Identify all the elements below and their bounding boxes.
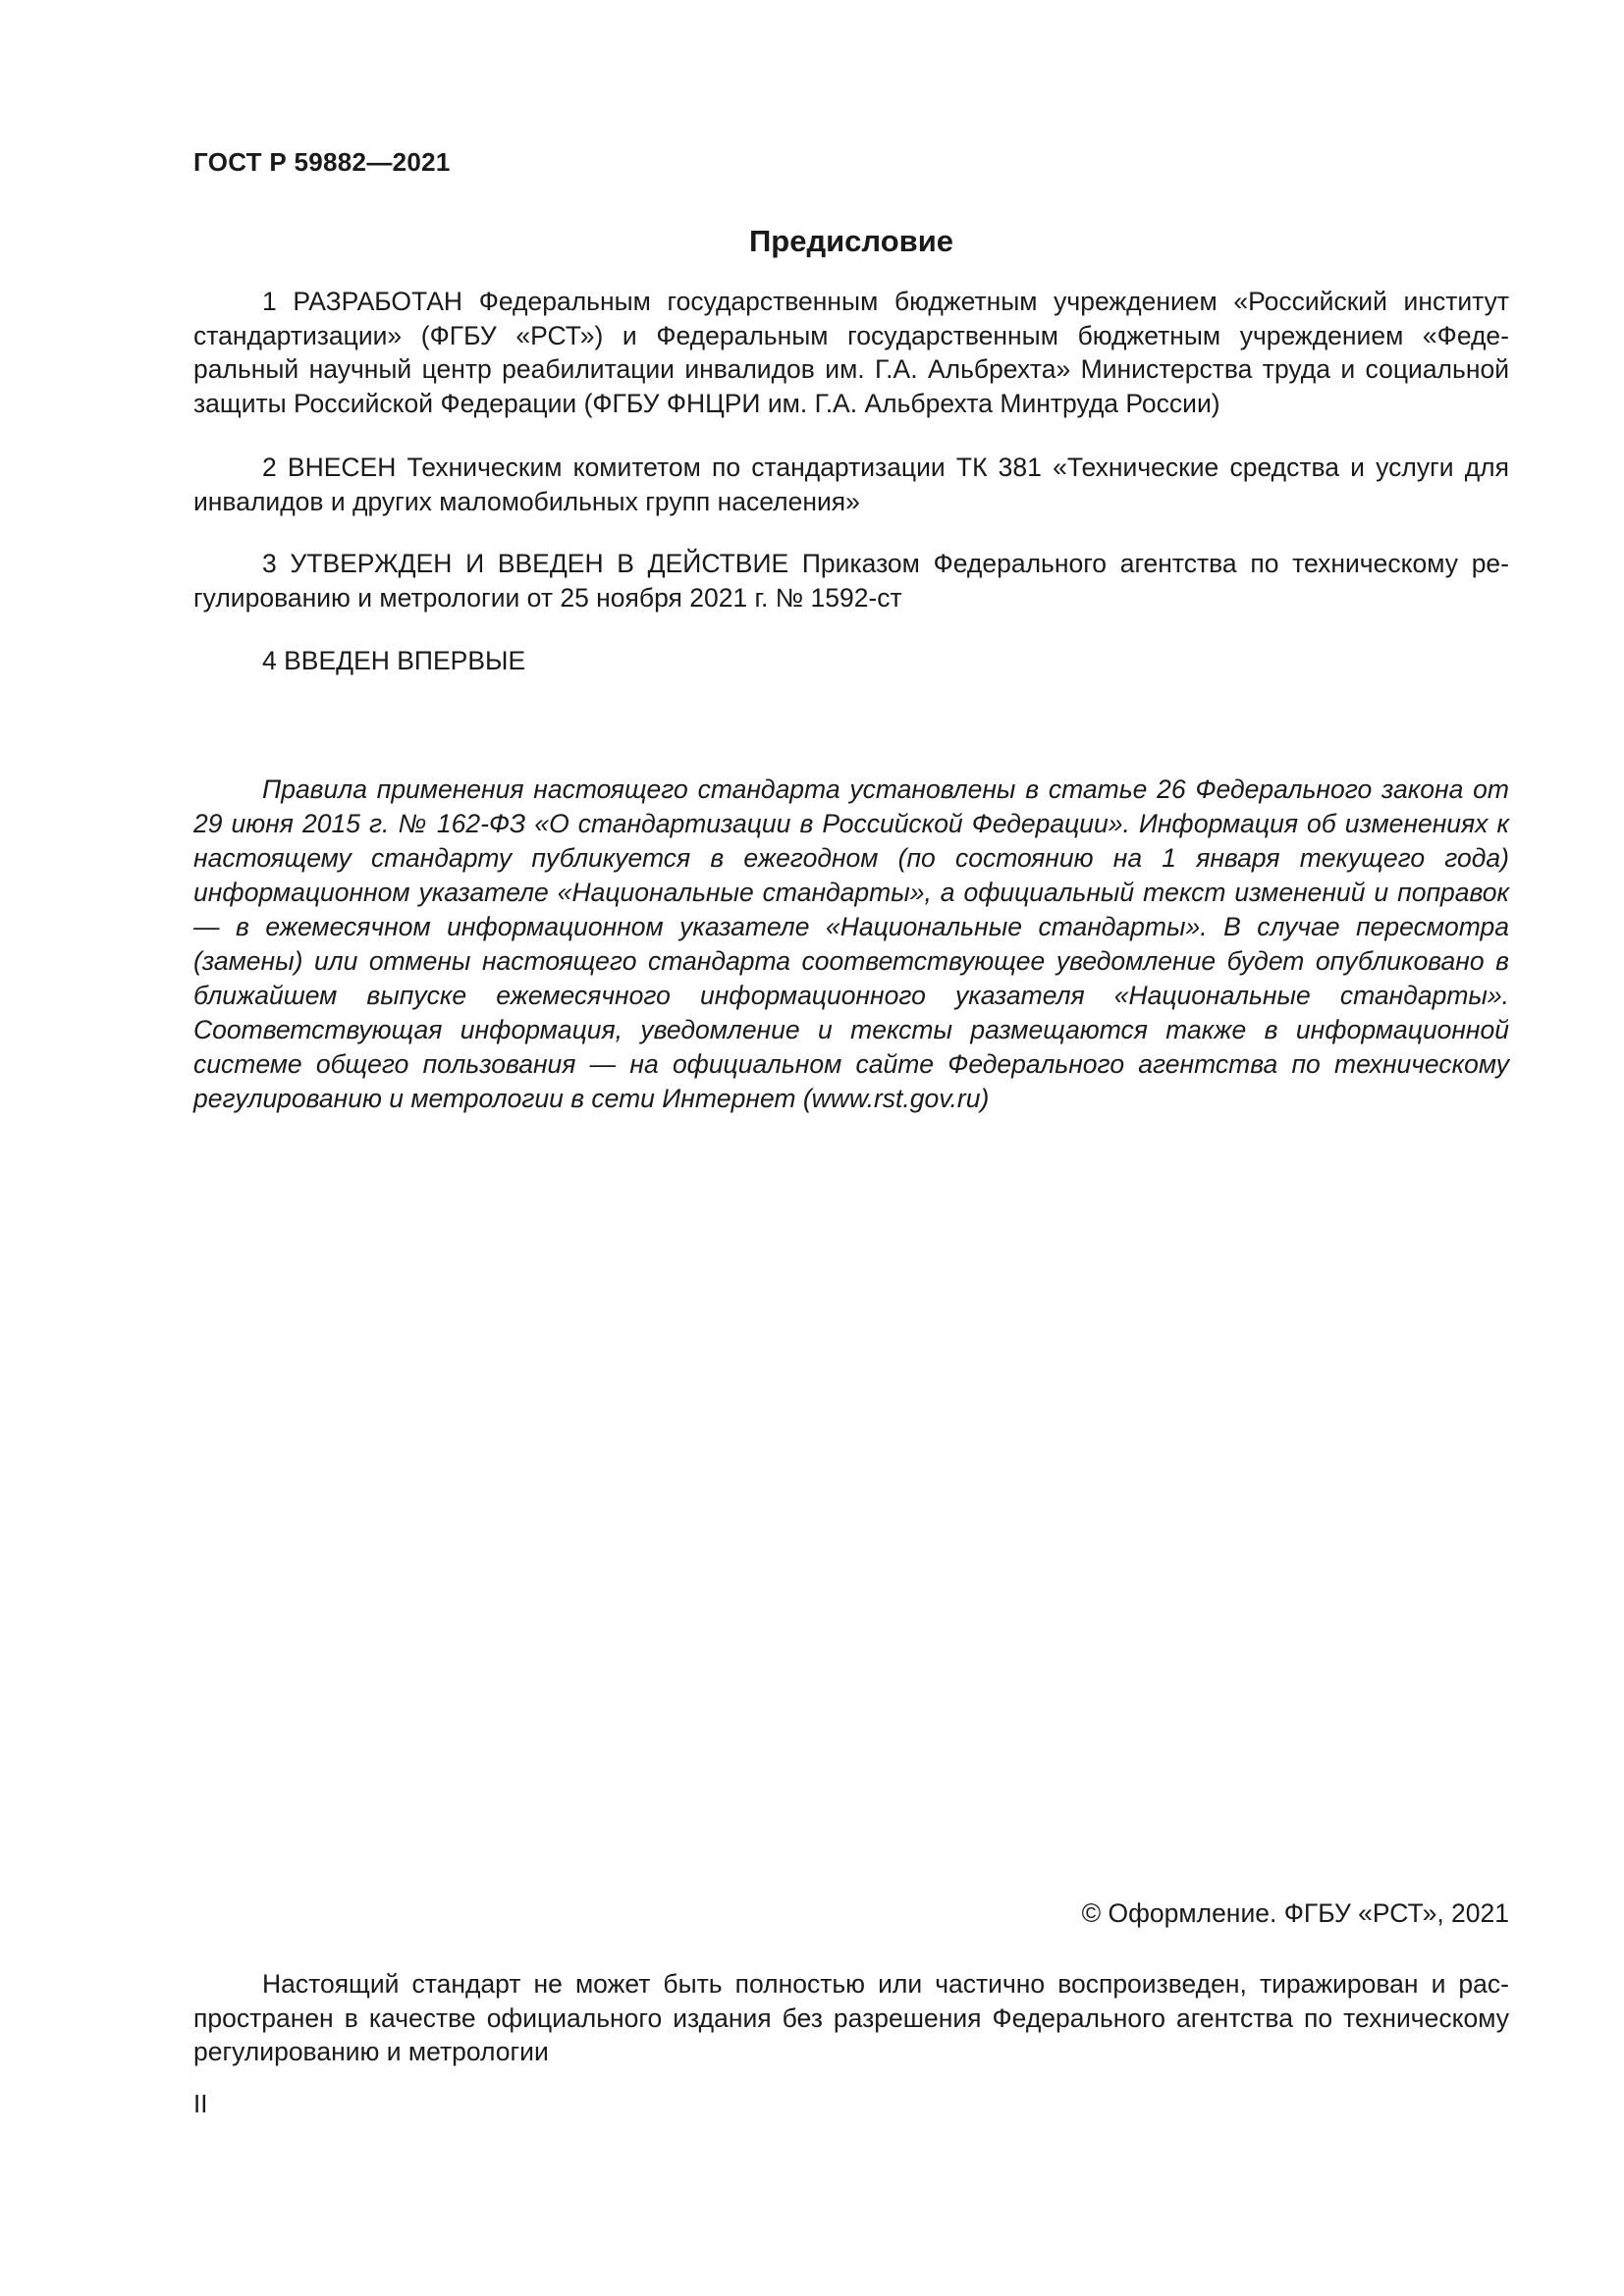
page-title: Предисловие [748, 224, 953, 258]
foreword-item-1: 1 РАЗРАБОТАН Федеральным государственным бюджетным учреждением «Российский институт стандартизации» (ФГБУ «РСТ») и Федеральным государственным бюджетным учреждением «Федеральный научный центр реабилитации инвалидов им. Г.А. Альбрехта» Министерства труда и социальной защиты Российской Федерации (ФГБУ ФНЦРИ им. Г.А. Альбрехта Минтруда России) [193, 287, 1509, 418]
page-number: II [193, 2089, 208, 2118]
document-code: ГОСТ Р 59882—2021 [193, 147, 451, 177]
foreword-item-2: 2 ВНЕСЕН Техническим комитетом по стандартизации ТК 381 «Технические средства и услуги для инвалидов и других маломобильных групп населения» [193, 453, 1509, 516]
application-rules-paragraph: Правила применения настоящего стандарта установлены в статье 26 Федерального закона от 29 июня 2015 г. № 162-ФЗ «О стандартизации в Российской Федерации». Информация об изменениях к настоящему стандарту публикуется в ежегодном (по состоянию на 1 января текущего года) информационном указателе «Национальные стандарты», а официальный текст изменений и поправок — в ежемесячном информационном указателе «Национальные стандарты». В случае пересмотра (замены) или отмены настоящего стандарта соответствующее уведомление будет опубликовано в ближайшем выпуске ежемесячного информационного указателя «Национальные стандарты». Соответствующая информация, уведомление и тексты размещаются также в информационной системе общего пользования — на официальном сайте Федерального агентства по техническому регулированию и метрологии в сети Интернет (www.rst.gov.ru) [193, 774, 1509, 1113]
copyright-line: © Оформление. ФГБУ «РСТ», 2021 [1081, 1898, 1509, 1928]
reproduction-notice: Настоящий стандарт не может быть полностью или частично воспроизведен, тиражирован и распространен в качестве официального издания без разрешения Федерального агентства по техническому регулированию и метрологии [193, 1969, 1509, 2066]
foreword-item-3: 3 УТВЕРЖДЕН И ВВЕДЕН В ДЕЙСТВИЕ Приказом Федерального агентства по техническому регулированию и метрологии от 25 ноября 2021 г. № 1592-ст [193, 549, 1509, 613]
foreword-item-4: 4 ВВЕДЕН ВПЕРВЫЕ [262, 646, 526, 675]
